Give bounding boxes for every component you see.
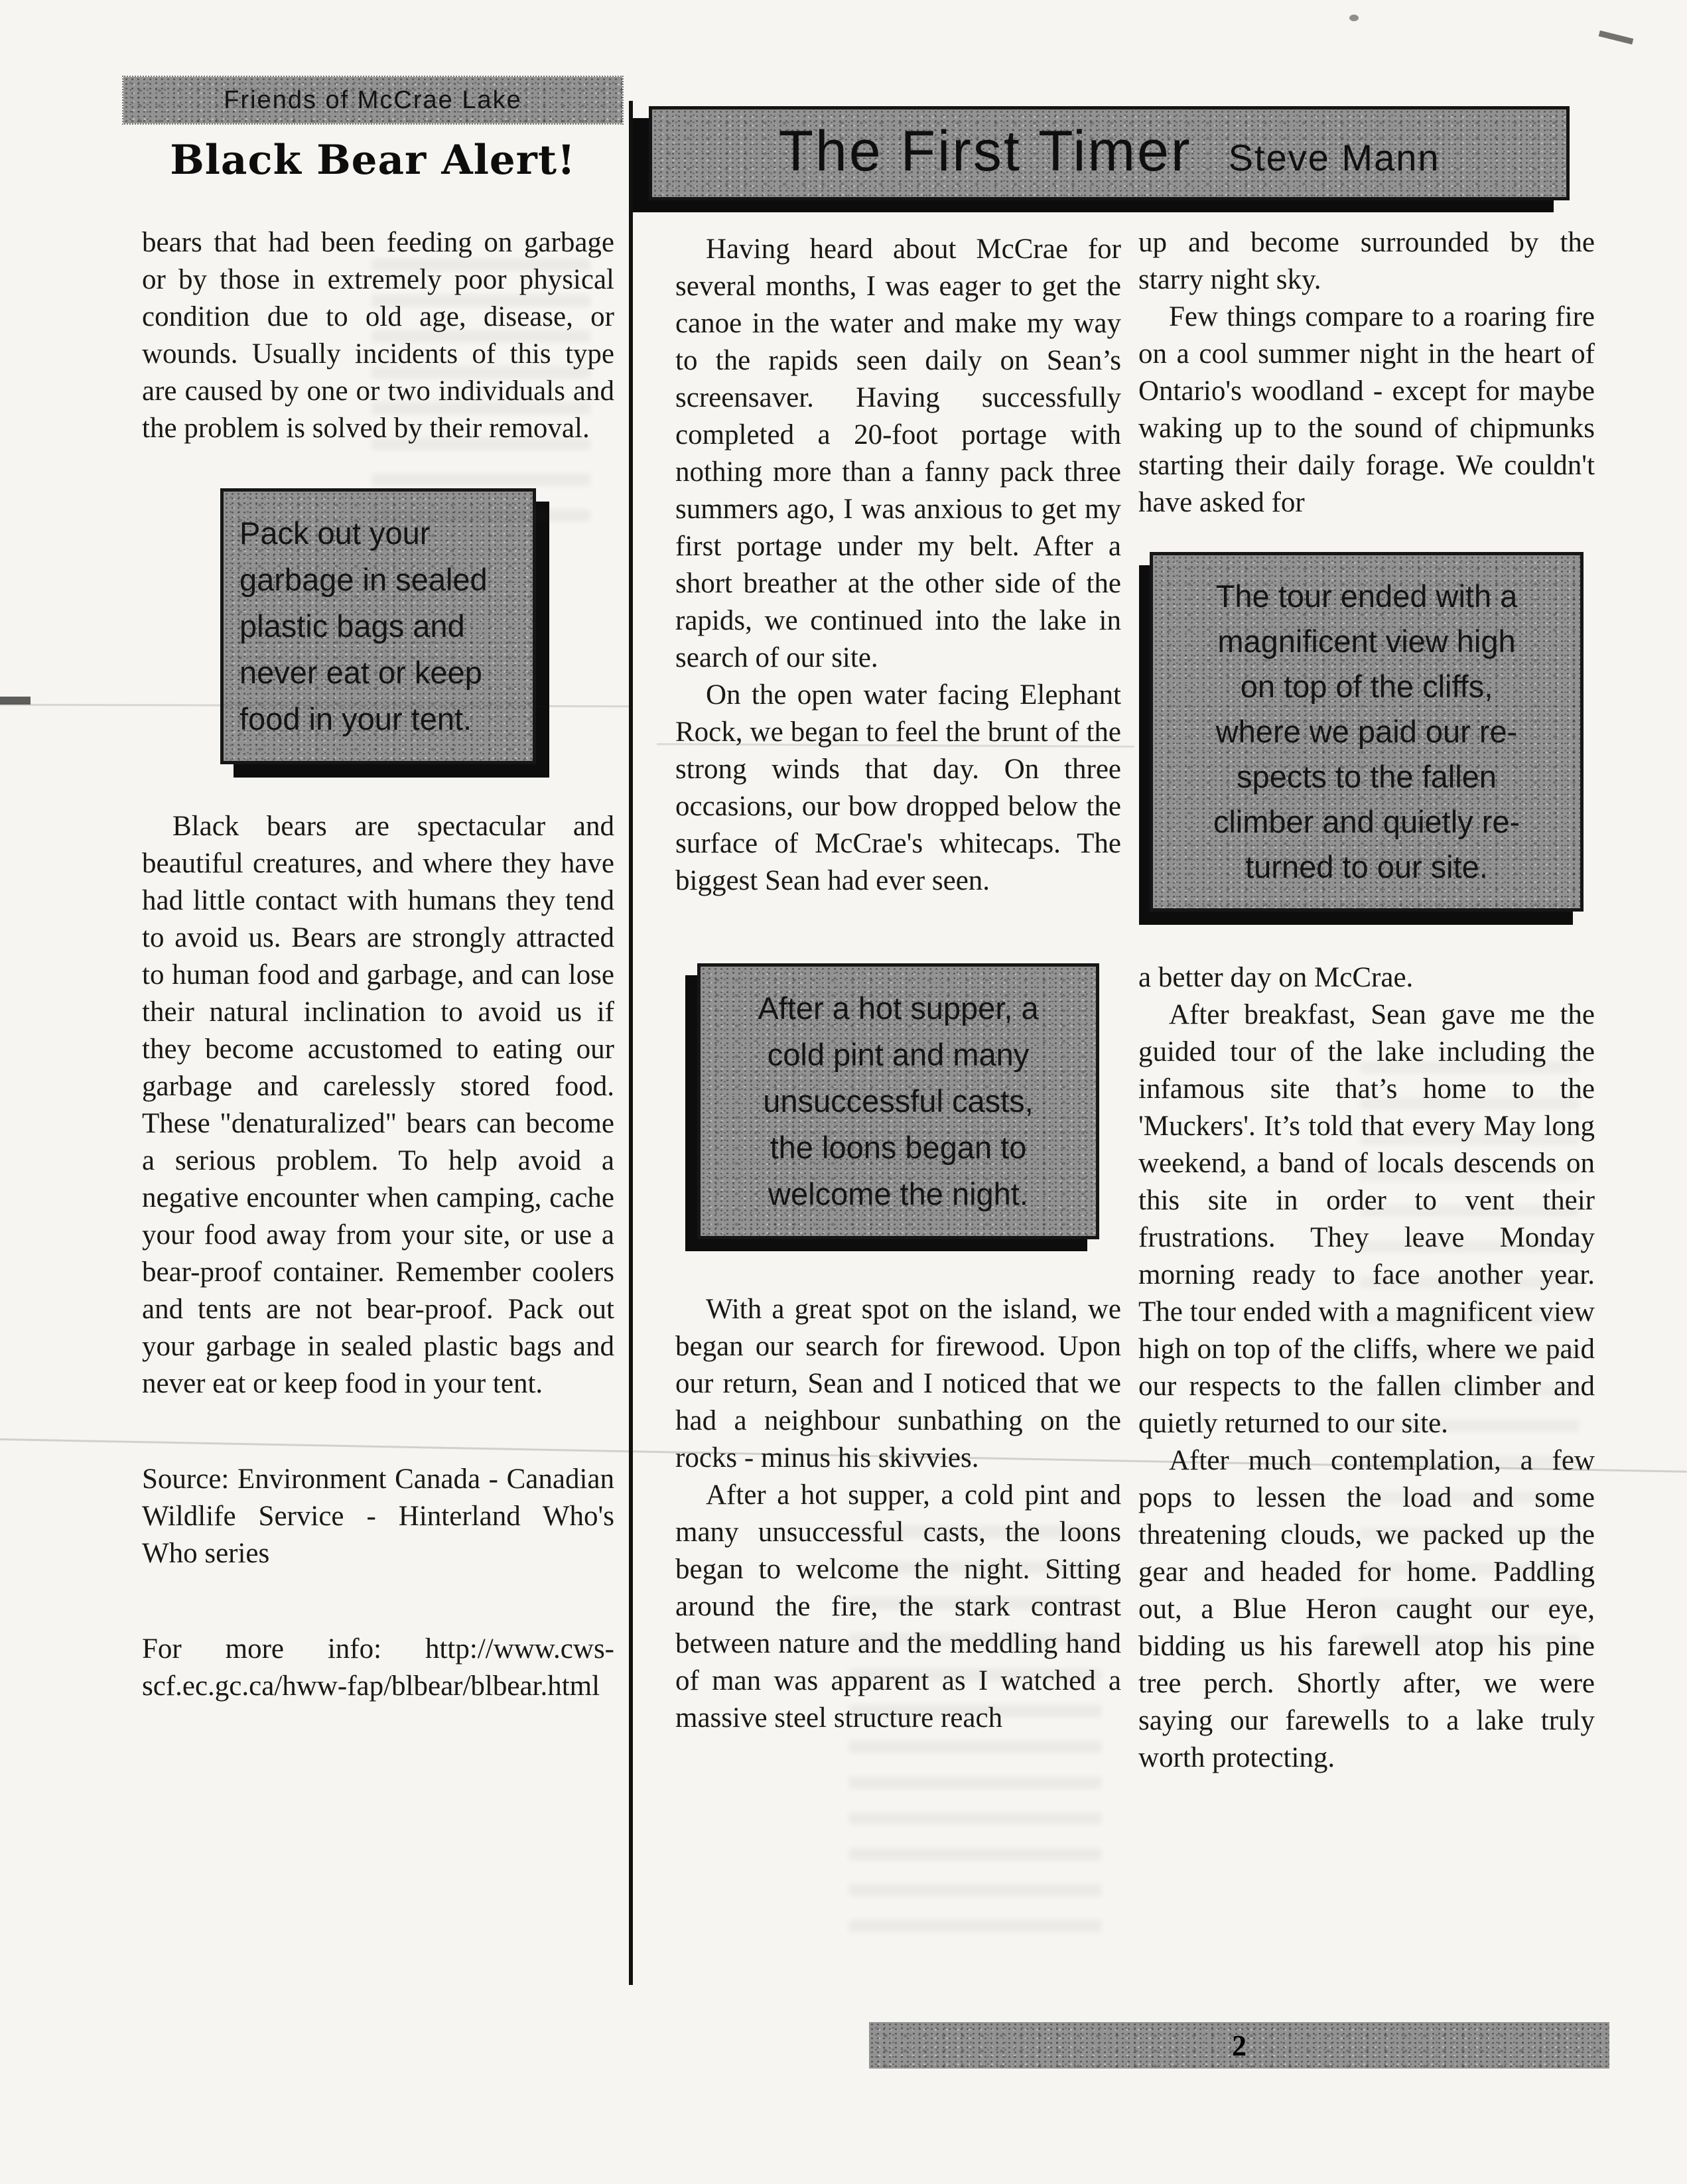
body-paragraph: With a great spot on the island, we began our search for firewood. Upon our return, Sean and I noticed that we had a neighbour sunbathing on the rocks - minus his skivvies. <box>675 1294 1121 1473</box>
body-paragraph: Black bears are spectacular and beautiful creatures, and where they have had little contact with humans they tend to avoid us. Bears are strongly attracted to human food and garbage, and can lose their natural inclination to avoid us if they become accustomed to eating our garbage and carelessly stored food. These "denaturalized" bears can become a serious problem. To help avoid a negative encounter when camping, cache your food away from your site, or use a bear-proof container. Remember coolers and tents are not bear-proof. Pack out your garbage in sealed plastic bags and never eat or keep food in your tent. <box>142 811 614 1399</box>
left-banner-label: Friends of McCrae Lake <box>224 86 522 114</box>
scan-artifact <box>1349 15 1359 21</box>
pullquote-box-tour: The tour ended with a magnificent view high on top of the cliffs, where we paid our re- spects to the fallen climber and quietly re- turned to our site. <box>1150 552 1584 912</box>
column-divider-rule <box>629 101 633 1985</box>
body-paragraph: a better day on McCrae. <box>1138 962 1414 993</box>
body-paragraph: up and become surrounded by the starry night sky. <box>1138 227 1595 295</box>
article-title: The First Timer <box>778 119 1192 183</box>
article-middle-column <box>675 231 1121 1737</box>
article-byline: Steve Mann <box>1228 137 1440 178</box>
page-footer-bar <box>869 2022 1609 2069</box>
pullquote-box-loons: After a hot supper, a cold pint and many unsuccessful casts, the loons began to welcome the night. <box>697 963 1099 1239</box>
body-paragraph: Few things compare to a roaring fire on a cool summer night in the heart of Ontario's woodland - except for maybe waking up to the sound of chipmunks starting their daily forage. We couldn't have asked for <box>1138 301 1595 518</box>
body-paragraph: After a hot supper, a cold pint and many unsuccessful casts, the loons began to welcome the night. Sitting around the fire, the stark contrast between nature and the meddling hand of man was apparent as I watched a massive steel structure reach <box>675 1479 1121 1734</box>
article-right-column <box>1138 224 1595 1777</box>
page-number: 2 <box>1232 2029 1247 2062</box>
body-paragraph: bears that had been feeding on garbage or by those in extremely poor physical condition due to old age, disease, or wounds. Usually incidents of this type are caused by one or two individuals and the problem is solved by their removal. <box>142 227 614 444</box>
body-paragraph: After breakfast, Sean gave me the guided tour of the lake including the infamous site that’s home to the 'Muckers'. It’s told that every May long weekend, a band of locals descends on this site in order to vent their frustrations. They leave Monday morning ready to face another year. The tour ended with a magnificent view high on top of the cliffs, where we paid our respects to the fallen climber and quietly returned to our site. <box>1138 999 1595 1439</box>
left-column-banner <box>123 77 622 123</box>
left-column <box>142 224 614 1705</box>
article-title-banner <box>649 106 1570 200</box>
body-paragraph: Having heard about McCrae for several months, I was eager to get the canoe in the water and make my way to the rapids seen daily on Sean’s screensaver. Having successfully completed a 20-foot portage with nothing more than a fanny pack three summers ago, I was anxious to get my first portage under my belt. After a short breather at the other side of the rapids, we continued into the lake in search of our site. <box>675 234 1121 673</box>
scan-artifact <box>1599 31 1634 44</box>
more-info-url: For more info: http://www.cws-scf.ec.gc.ca/hww-fap/blbear/blbear.html <box>142 1633 614 1702</box>
body-paragraph: After much contemplation, a few pops to lessen the load and some threatening clouds, we packed up the gear and headed for home. Paddling out, a Blue Heron caught our eye, bidding us his farewell atop his pine tree perch. Shortly after, we were saying our farewells to a lake truly worth protecting. <box>1138 1445 1595 1773</box>
left-article-heading: Black Bear Alert! <box>170 137 576 184</box>
scan-artifact <box>0 697 31 705</box>
source-note: Source: Environment Canada - Canadian Wildlife Service - Hinterland Who's Who series <box>142 1464 614 1569</box>
body-paragraph: On the open water facing Elephant Rock, we began to feel the brunt of the strong winds that day. On three occasions, our bow dropped below the surface of McCrae's whitecaps. The biggest Sean had ever seen. <box>675 679 1121 896</box>
pullquote-box-garbage: Pack out your garbage in sealed plastic bags and never eat or keep food in your tent. <box>220 488 536 764</box>
